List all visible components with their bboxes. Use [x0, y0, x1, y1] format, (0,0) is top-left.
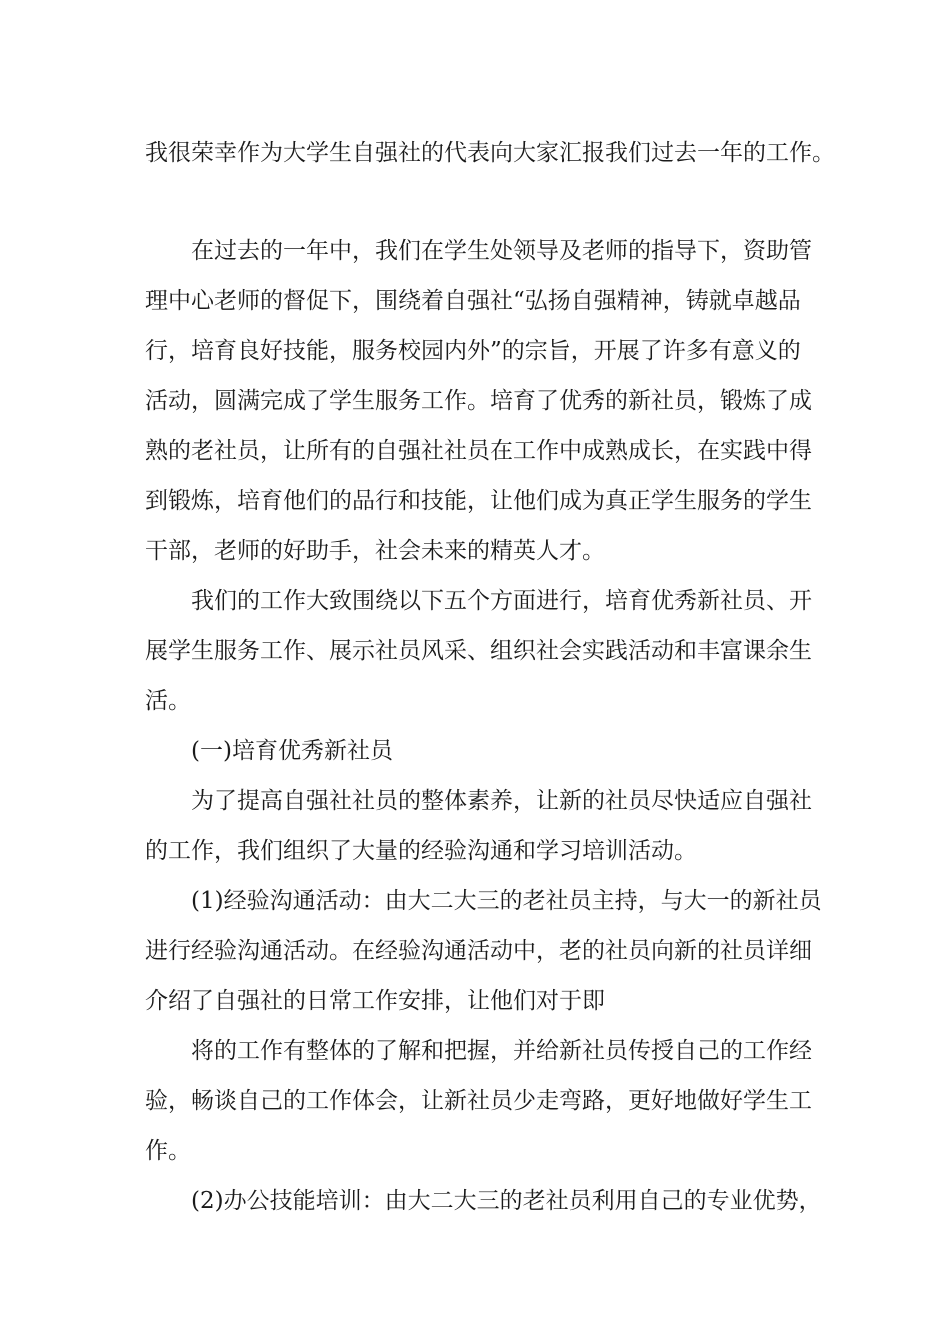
text-line: 到锻炼，培育他们的品行和技能，让他们成为真正学生服务的学生 [145, 488, 812, 514]
text-line: 我很荣幸作为大学生自强社的代表向大家汇报我们过去一年的工作。 [145, 140, 835, 166]
text-line: 进行经验沟通活动。在经验沟通活动中，老的社员向新的社员详细 [145, 938, 812, 964]
text-line: 熟的老社员，让所有的自强社社员在工作中成熟成长，在实践中得 [145, 438, 812, 464]
text-line: 介绍了自强社的日常工作安排，让他们对于即 [145, 988, 605, 1014]
text-line: 验，畅谈自己的工作体会，让新社员少走弯路，更好地做好学生工 [145, 1088, 812, 1114]
text-line: 干部，老师的好助手，社会未来的精英人才。 [145, 538, 605, 564]
text-line: 理中心老师的督促下，围绕着自强社“弘扬自强精神，铸就卓越品 [145, 288, 801, 314]
text-line: 的工作，我们组织了大量的经验沟通和学习培训活动。 [145, 838, 697, 864]
text-line: 将的工作有整体的了解和把握，并给新社员传授自己的工作经 [191, 1038, 812, 1064]
text-line: (2)办公技能培训：由大二大三的老社员利用自己的专业优势， [191, 1188, 822, 1214]
text-line: 活。 [145, 688, 191, 714]
text-line: 活动，圆满完成了学生服务工作。培育了优秀的新社员，锻炼了成 [145, 388, 812, 414]
text-line: 展学生服务工作、展示社员风采、组织社会实践活动和丰富课余生 [145, 638, 812, 664]
text-line: 我们的工作大致围绕以下五个方面进行，培育优秀新社员、开 [191, 588, 812, 614]
text-line: 在过去的一年中，我们在学生处领导及老师的指导下，资助管 [191, 238, 812, 264]
section-heading: (一)培育优秀新社员 [191, 738, 393, 764]
text-line: (1)经验沟通活动：由大二大三的老社员主持，与大一的新社员 [191, 888, 822, 914]
text-line: 作。 [145, 1138, 191, 1164]
text-line: 为了提高自强社社员的整体素养，让新的社员尽快适应自强社 [191, 788, 812, 814]
text-line: 行，培育良好技能，服务校园内外”的宗旨，开展了许多有意义的 [145, 338, 801, 364]
